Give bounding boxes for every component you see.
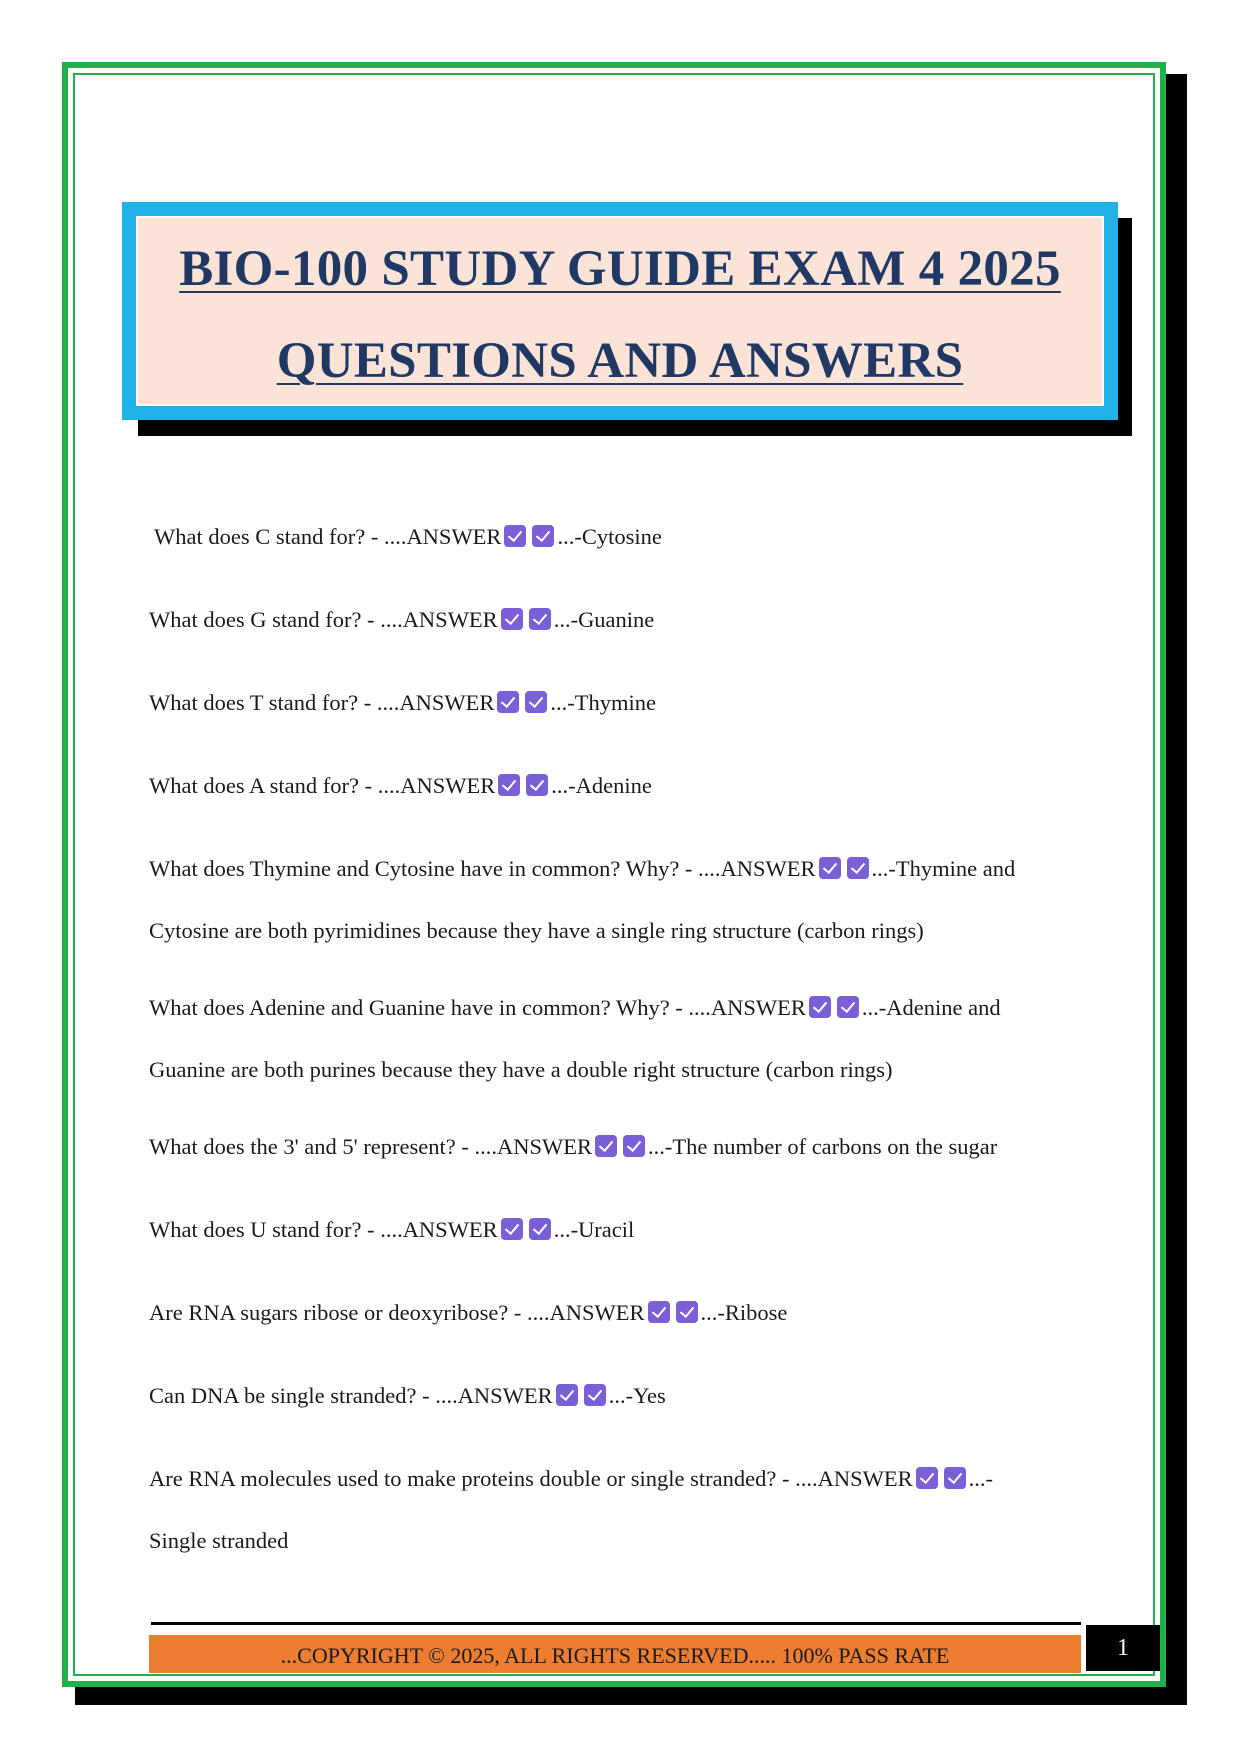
answer-text: Yes xyxy=(633,1383,666,1408)
footer-copyright: ...COPYRIGHT © 2025, ALL RIGHTS RESERVED..... 100% PASS RATE xyxy=(149,1635,1081,1673)
qa-line xyxy=(149,672,1089,734)
question-text: What does Thymine and Cytosine have in common? Why? - xyxy=(149,856,699,881)
answer-marker: ....ANSWER xyxy=(688,995,806,1020)
answer-text: Guanine xyxy=(578,607,655,632)
question-text: What does C stand for? - xyxy=(154,524,384,549)
answer-suffix: ...- xyxy=(608,1383,634,1408)
answer-marker: ....ANSWER xyxy=(377,773,496,798)
qa-line xyxy=(149,1448,1089,1510)
answer-marker: ....ANSWER xyxy=(376,690,495,715)
answer-suffix: ...- xyxy=(553,607,579,632)
question-text: Are RNA molecules used to make proteins double or single stranded? - xyxy=(149,1466,796,1491)
answer-suffix: ...- xyxy=(550,690,575,715)
answer-text: Uracil xyxy=(578,1217,635,1242)
title-line-2: QUESTIONS AND ANSWERS xyxy=(276,333,964,389)
answer-suffix: ...- xyxy=(968,1466,993,1491)
answer-text: The number of carbons on the sugar xyxy=(672,1134,998,1159)
qa-line xyxy=(149,1199,1089,1261)
answer-marker: ....ANSWER xyxy=(380,1217,498,1242)
check-icon xyxy=(648,1301,670,1323)
answer-suffix: ...- xyxy=(553,1217,579,1242)
question-text: What does the 3' and 5' represent? - xyxy=(149,1134,475,1159)
qa-continuation: Single stranded xyxy=(149,1528,289,1553)
answer-marker: ....ANSWER xyxy=(474,1134,592,1159)
qa-item xyxy=(149,672,1089,734)
check-icon xyxy=(526,774,548,796)
question-text: What does T stand for? - xyxy=(149,690,377,715)
answer-suffix: ...- xyxy=(871,856,896,881)
qa-line xyxy=(149,977,1089,1039)
answer-suffix: ...- xyxy=(700,1300,725,1325)
qa-item xyxy=(149,1282,1089,1344)
title-line-1: BIO-100 STUDY GUIDE EXAM 4 2025 xyxy=(179,241,1061,297)
check-icon xyxy=(595,1135,617,1157)
qa-item xyxy=(149,1199,1089,1261)
title-box-inner xyxy=(136,216,1104,406)
footer-rule xyxy=(151,1622,1081,1625)
answer-text: Cytosine xyxy=(581,524,662,549)
answer-marker: ....ANSWER xyxy=(698,856,816,881)
qa-line xyxy=(149,838,1089,900)
qa-item xyxy=(149,977,1089,1101)
qa-continuation: Guanine are both purines because they have a double right structure (carbon rings) xyxy=(149,1057,893,1082)
answer-marker: ....ANSWER xyxy=(380,607,498,632)
check-icon xyxy=(529,1218,551,1240)
question-text: What does A stand for? - xyxy=(149,773,378,798)
qa-item xyxy=(149,838,1089,962)
answer-text: Ribose xyxy=(724,1300,788,1325)
check-icon xyxy=(525,691,547,713)
answer-text: Adenine xyxy=(575,773,652,798)
qa-line xyxy=(149,1116,1089,1178)
check-icon xyxy=(623,1135,645,1157)
qa-item xyxy=(154,506,1094,568)
check-icon xyxy=(501,1218,523,1240)
answer-text: Thymine and xyxy=(895,856,1016,881)
qa-line xyxy=(154,506,1094,568)
qa-item xyxy=(149,1116,1089,1178)
page-number: 1 xyxy=(1086,1625,1160,1671)
answer-suffix: ...- xyxy=(647,1134,673,1159)
check-icon xyxy=(819,857,841,879)
qa-item xyxy=(149,1448,1089,1572)
answer-marker: ....ANSWER xyxy=(527,1300,645,1325)
qa-continuation: Cytosine are both pyrimidines because they have a single ring structure (carbon rings) xyxy=(149,918,924,943)
check-icon xyxy=(501,608,523,630)
check-icon xyxy=(556,1384,578,1406)
check-icon xyxy=(944,1467,966,1489)
check-icon xyxy=(497,691,519,713)
qa-item xyxy=(149,755,1089,817)
qa-line xyxy=(149,589,1089,651)
answer-text: Adenine and xyxy=(886,995,1001,1020)
check-icon xyxy=(837,996,859,1018)
answer-text: Thymine xyxy=(574,690,656,715)
question-text: Can DNA be single stranded? - xyxy=(149,1383,436,1408)
check-icon xyxy=(676,1301,698,1323)
qa-item xyxy=(149,589,1089,651)
check-icon xyxy=(847,857,869,879)
question-text: What does G stand for? - xyxy=(149,607,381,632)
question-text: What does U stand for? - xyxy=(149,1217,381,1242)
check-icon xyxy=(532,525,554,547)
title-box xyxy=(122,202,1118,420)
check-icon xyxy=(498,774,520,796)
question-text: What does Adenine and Guanine have in common? Why? - xyxy=(149,995,689,1020)
check-icon xyxy=(529,608,551,630)
check-icon xyxy=(809,996,831,1018)
answer-marker: ....ANSWER xyxy=(435,1383,553,1408)
qa-line xyxy=(149,1282,1089,1344)
check-icon xyxy=(916,1467,938,1489)
answer-marker: ....ANSWER xyxy=(383,524,502,549)
check-icon xyxy=(584,1384,606,1406)
answer-marker: ....ANSWER xyxy=(795,1466,913,1491)
check-icon xyxy=(504,525,526,547)
answer-suffix: ...- xyxy=(557,524,582,549)
answer-suffix: ...- xyxy=(861,995,887,1020)
answer-suffix: ...- xyxy=(551,773,576,798)
qa-item xyxy=(149,1365,1089,1427)
question-text: Are RNA sugars ribose or deoxyribose? - xyxy=(149,1300,528,1325)
qa-line xyxy=(149,1365,1089,1427)
qa-line xyxy=(149,755,1089,817)
